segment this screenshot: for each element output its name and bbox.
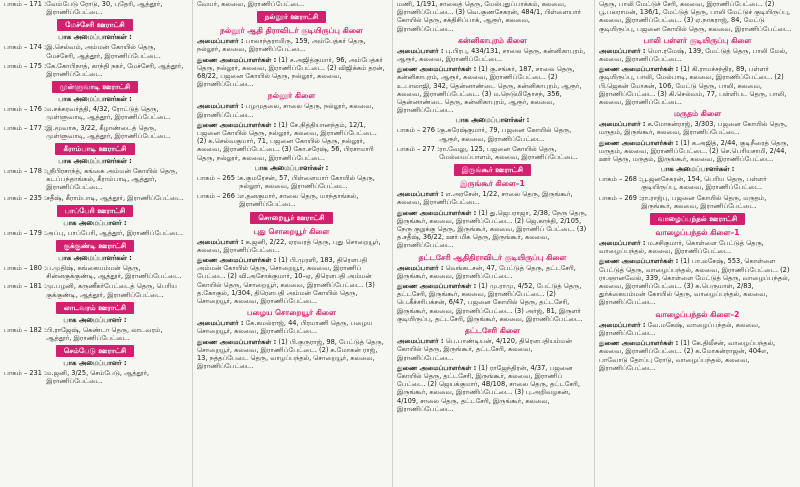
role-label: துணை அமைப்பாளர்கள் : xyxy=(197,120,277,129)
entry-paragraph xyxy=(197,319,386,335)
booth-entry xyxy=(4,282,186,298)
booth-details: அப்பு, பாப்பேரி, ஆத்தூர், இராணிப்பேட்டை. xyxy=(46,228,184,237)
booth-entry xyxy=(397,126,588,142)
role-label: அமைப்பாளர் : xyxy=(599,46,646,55)
booth-details: பி.ராஜேஷ், கெண்டா தெரு, லாடவரம், ஆத்தூர், இராணிப்பேட்டை. xyxy=(46,325,163,343)
booth-number: பாகம் – 174 : xyxy=(4,43,47,52)
entry-text: (1) ச.அஜித்குமார், 96, அம்பேத்கர் தெரு, நல்லூர், கலவை, இராணிப்பேட்டை. (2) விஜிக்கம் தரன், 68/22, பஜனை கோயில் தெரு, நல்லூர், கலவை, இராணிப்பேட்டை. xyxy=(197,55,385,89)
role-label: அமைப்பாளர் : xyxy=(397,263,444,272)
booth-details: பூ.ஜனசேகரன், 154, பெரிய தெரு, பள்ளர் குடியிருப்பு, கலவை, இராணிப்பேட்டை. xyxy=(641,175,767,192)
booth-number: பாகம் – 265 : xyxy=(197,173,240,182)
section-header: பாப்பேரி ஊராட்சி xyxy=(57,205,133,217)
entry-paragraph xyxy=(197,338,386,371)
booth-details: ப.முதிஷ், கங்கையம்மன் தெரு, சின்னகுக்குண்டி, ஆத்தூர், இராணிப்பேட்டை. xyxy=(46,264,182,281)
entry-text: பெ.பாண்டியன், 4/120, திரௌபதியம்மன் கோயில் தெரு, இருங்கூர், தட்டசேரி, கலவை, இராணிப்பேட்டை. xyxy=(397,337,572,362)
booth-number: பாகம் – 266 : xyxy=(197,192,240,201)
entry-text: வே.மகேஷ், வாழைப்பந்தல், கலவை, இராணிப்பேட்டை. xyxy=(599,320,761,337)
role-label: துணை அமைப்பாளர்கள் : xyxy=(397,363,477,372)
entry-text: க.மோகன்ராஜ், 3/303, பஜனை கோயில் தெரு, மருதம், இருங்கூர், கலவை, இராணிப்பேட்டை. xyxy=(599,120,788,137)
role-label: துணை அமைப்பாளர்கள் : xyxy=(599,339,679,348)
booth-details: கு.சுரேஷ்குமார், 79, பஜனை கோயில் தெரு, ஆரூர், கலவை, இராணிப்பேட்டை. xyxy=(439,126,572,143)
entry-text: (1) கே.திலீசன், வாழைப்பந்தல், கலவை, இராணிப்பேட்டை. (2) க.மோகன்ராஜன், 404எ, பாவோடு தோப்பு ரோடு, வாழைப்பந்தல், கலவை, இராணிப்பேட்டை. xyxy=(599,339,776,372)
section-label: பாக அமைப்பாளர் : xyxy=(63,359,127,368)
branch-title: புது சொறையூர் கிளை xyxy=(253,226,330,236)
column-3 xyxy=(392,0,592,487)
booth-entry xyxy=(599,175,796,191)
entry-paragraph xyxy=(599,239,796,255)
entry-text: பழமுதலை, சாலை தெரு, நல்லூர், கலவை, இராணிப்பேட்டை. xyxy=(197,102,374,119)
column-2 xyxy=(192,0,390,487)
booth-number: பாகம் – 179 : xyxy=(4,228,47,237)
entry-text: (1) சே.நித்தியானந்தம், 12/1, பஜனை கோயில் தெரு, நல்லூர், கலவை, இராணிப்பேட்டை. (2) க.செல்வகுமார், 71, பஜனை கோயில் தெரு, நல்லூர், கலவை, இராணிப்பேட்டை. (3) கோ.சரேஷ், 56, பிரசாமாரி தெரு, நல்லூர், கலவை, இராணிப்பேட்டை. xyxy=(197,120,377,162)
entry-paragraph xyxy=(397,0,588,33)
role-label: அமைப்பாளர் : xyxy=(599,239,646,248)
booth-number: பாகம் – 231 : xyxy=(4,369,47,378)
booth-entry xyxy=(4,264,186,280)
booth-details: வேம்பேடு ரோடு, 30, புதேரி, ஆத்தூர், இராணிப்பேட்டை. xyxy=(46,0,163,17)
entry-text: (1) கி.ராமச்சந்திர, 89, பள்ளர் குடியிருப்பு, பாலி, மேல்பாடி, கலவை, இராணிப்பேட்டை. (2) பி.ஜெகன் மோகன், 106, மேட்டு தெரு, பாலி, கலவை, இராணிப்பேட்டை. (3) கி.செல்வம், 77, பள்ளிபட தெரு, பாலி, கலவை, இராணிப்பேட்டை. xyxy=(599,65,787,107)
branch-title: தட்டசேரி கிளை xyxy=(465,326,520,336)
section-header: சொறையூர் ஊராட்சி xyxy=(250,212,332,224)
role-label: துணை அமைப்பாளர்கள் : xyxy=(397,282,477,291)
entry-paragraph xyxy=(397,282,588,323)
column-1 xyxy=(0,0,190,487)
column-4 xyxy=(594,0,800,487)
booth-number: பாகம் – 269 : xyxy=(599,193,642,202)
role-label: துணை அமைப்பாளர்கள் : xyxy=(599,138,679,147)
entry-text: வெங்கடசன், 47, பேட்டுத் தெரு, தட்டசேரி, இருங்கூர், கலவை, இராணிப்பேட்டை. xyxy=(397,263,576,280)
booth-entry xyxy=(4,229,186,237)
booth-details: கே.கோபிநாத், காந்தி நகர், மேச்சேரி, ஆத்தூர், இராணிப்பேட்டை. xyxy=(46,61,184,79)
booth-entry xyxy=(599,194,796,210)
role-label: துணை அமைப்பாளர்கள் : xyxy=(197,55,277,64)
entry-text: பு.பிரபு, 434/131, சாலை தெரு, கன்னிகாபுரம், ஆரூர், கலவை, இராணிப்பேட்டை. xyxy=(397,46,586,64)
role-label: அமைப்பாளர் : xyxy=(197,319,244,328)
entry-paragraph xyxy=(197,56,386,89)
role-label: துணை அமைப்பாளர்கள் : xyxy=(599,257,679,266)
booth-number: பாகம் – 268 : xyxy=(599,175,642,184)
section-label: பாக அமைப்பாளர்கள் : xyxy=(254,163,329,172)
booth-number: பாகம் – 277 : xyxy=(397,144,440,153)
entry-paragraph xyxy=(197,238,386,254)
entry-text: (1) து.ஜெபராஜா, 2/38, நேரு தெரு, இருங்கூர், கலவை, இராணிப்பேட்டை. (2) ஜெ.காந்தி, 2/105, நேரு குறுக்கு தெரு, இருங்கூர், கலவை, இராணிப் பேட்டை. (3) த.சதீஷ், 36/22, ஊர் மிக தெரு, இருங்கூர், கலவை, இராணிப்பேட்டை. xyxy=(397,208,587,250)
role-label: அமைப்பாளர் : xyxy=(197,102,244,111)
entry-text: (1) பி.குருராஜ், 98, பேட்டுத் தெரு, சொறையூர், கலவை, இராணிப்பேட்டை. (2) க.மோகன் ராஜ், 13, நத்தப்பேடை தெரு, வாழப்பந்தல், சொறையூர், கலவை, இராணிப்பேட்டை. xyxy=(197,337,384,371)
booth-details: ஸ்ரீபிரசாந்த், கங்கை அம்மன் கோயில் தெரு, கடப்பந்தாங்கல், கீராம்பாடி, ஆத்தூர், இராணிப்பேட்டை. xyxy=(46,167,178,192)
booth-details: மு.பழனி, கருணீகர்பேட்டைத் தெரு, பெரிய குக்குண்டி, ஆத்தூர், இராணிப்பேட்டை. xyxy=(46,282,177,299)
section-header: மேச்சேரி ஊராட்சி xyxy=(57,19,133,31)
entry-text: (1) கு.சங்கர், 187, சாலை தெரு, கன்னிகாபுரம், ஆரூர், கலவை, இராணிப்பேட்டை. (2) உ.பாலாஜி, 342, தென்னாண்டை தெரு, கன்னிகாபுரம், ஆரூர், கலவை, இராணிப்பேட்டை. (3) ம.நெடுமிதோசந், 356, தென்னாண்டை தெரு, கன்னிகாபுரம், ஆரூர், கலவை, இராணிப்பேட்டை. xyxy=(397,65,582,115)
branch-title: இருங்கூர் கிளை–1 xyxy=(460,179,525,189)
role-label: துணை அமைப்பாளர்கள் : xyxy=(397,65,477,74)
section-label: பாக அமைப்பாளர்கள் : xyxy=(58,157,132,166)
entry-paragraph xyxy=(599,65,796,106)
role-label: துணை அமைப்பாளர்கள் : xyxy=(397,208,477,217)
section-label: பாக அமைப்பாளர்கள் : xyxy=(58,33,132,42)
role-label: துணை அமைப்பாளர்கள் : xyxy=(599,65,679,74)
booth-entry xyxy=(197,192,386,208)
section-label: பாக அமைப்பாளர்கள் : xyxy=(455,116,530,125)
entry-paragraph xyxy=(197,37,386,53)
branch-title: நல்லூர் கிளை xyxy=(267,91,316,101)
booth-number: பாகம் – 177 : xyxy=(4,123,47,132)
entry-paragraph xyxy=(599,339,796,372)
entry-text: (1) மு.ராமு, 4/52, பேட்டுத் தெரு, தட்டசேரி, இருங்கூர், கலவை, இராணிப்பேட்டை. (2) பெ.கீச்சரிபக்சன், 6/47, பஜனை கோயில் தெரு, தட்டசேரி, இருங்கூர், கலவை, இராணிப்பேட்டை. (3) அர்ஜ், 81, இருளர் குடியிருப்பு, தட்டசேரி, இருங்கூர், கலவை, இராணிப்பேட்டை. xyxy=(397,282,583,323)
booth-details: எ.தனகுமார், சாலை தெரு, மாந்தாங்கல், இராணிப்பேட்டை. xyxy=(239,192,359,209)
entry-paragraph xyxy=(599,257,796,306)
booth-entry xyxy=(197,174,386,190)
booth-number: பாகம் – 178 : xyxy=(4,167,47,176)
role-label: துணை அமைப்பாளர்கள் : xyxy=(197,337,277,346)
booth-details: ரா.வேலு, 125, பஜனை கோயில் தெரு, மேல்மைப்பாளம், கலவை, இராணிப்பேட்டை. xyxy=(439,144,578,162)
section-header: லாடவரம் ஊராட்சி xyxy=(56,302,134,314)
section-header: இருங்கூர் ஊராட்சி xyxy=(454,164,531,176)
entry-paragraph xyxy=(397,264,588,280)
section-header: செம்பேடு ஊராட்சி xyxy=(56,345,135,357)
booth-number: பாகம் – 181 : xyxy=(4,282,47,291)
booth-entry xyxy=(4,105,186,121)
branch-title: பழைய சொறையூர் கிளை xyxy=(247,308,336,318)
booth-number: பாகம் – 276 : xyxy=(397,126,440,135)
entry-text: க.ஜனி, 2/22, ஏரவரத் தெரு, புது சொறையூர், கலவை, இராணிப்பேட்டை. xyxy=(197,237,381,254)
section-header: நல்லூர் ஊராட்சி xyxy=(257,11,327,23)
booth-details: ரா.ராஜ்பு, பஜனை கோயில் தெரு, மருதம், இருங்கூர், கலவை, இராணிப்பேட்டை. xyxy=(641,193,767,210)
role-label: அமைப்பாளர் : xyxy=(397,337,444,346)
branch-title: கன்னிகாபுரம் கிளை xyxy=(458,35,527,45)
branch-title: மருதம் கிளை xyxy=(673,109,722,119)
entry-paragraph xyxy=(397,209,588,250)
role-label: அமைப்பாளர் : xyxy=(599,320,646,329)
section-label: பாக அமைப்பாளர் : xyxy=(63,315,127,324)
booth-details: ம.ஜனி, 3/25, செம்பேடு, ஆத்தூர், இராணிப்பேட்டை. xyxy=(46,369,150,386)
role-label: அமைப்பாளர் : xyxy=(397,190,444,199)
entry-text: வேயர், கலவை, இராணிப்பேட்டை. xyxy=(197,0,305,8)
entry-paragraph xyxy=(197,0,386,8)
booth-number: பாகம் – 180 : xyxy=(4,264,47,273)
section-header: குக்குண்டி ஊராட்சி xyxy=(56,240,135,252)
booth-entry xyxy=(4,369,186,385)
entry-text: (1) பா.லசேஷ், 553, கொள்ளை பேட்டுத் தெரு, வாழைப்பந்தல், கலவை, இராணிப்பேட்டை. (2) ரா.ஞானவேல், 339, கொள்ளை மேட்டுத் தெரு, வாழைப்பந்தல், கலவை, இராணிப்பேட்டை. (3) சு.பெருமாள், 2/83, துர்க்கையம்மன் கோயில் தெரு, வாழைப்பந்தல், கலவை, இராணிப்பேட்டை. xyxy=(599,257,790,307)
entry-text: மொ.ரமேஷ், 139, மேட்டுத் தெரு, பாலி மேல், கலவை, இராணிப்பேட்டை. xyxy=(599,46,788,64)
entry-text: எ.அரசேன், 1/22, சாலை தெரு, இருங்கூர், கலவை, இராணிப்பேட்டை. xyxy=(397,190,573,207)
branch-title: வாழைப்பந்தல் கிளை–1 xyxy=(655,228,740,238)
booth-entry xyxy=(4,0,186,16)
entry-paragraph xyxy=(599,139,796,164)
role-label: அமைப்பாளர் : xyxy=(599,120,646,129)
booth-number: பாகம் – 182 : xyxy=(4,325,47,334)
branch-title: தட்டசேரி ஆதிதிராவிடர் குடியிருப்பு கிளை xyxy=(418,252,567,262)
branch-title: நல்லூர் ஆதி திராவிடர் குடியிருப்பு கிளை xyxy=(220,26,363,36)
entry-paragraph xyxy=(599,321,796,337)
booth-details: சதீஷ், கீராம்பாடி, ஆத்தூர், இராணிப்பேட்டை. xyxy=(46,193,184,202)
section-header: கீராம்பாடி ஊராட்சி xyxy=(55,143,134,155)
section-label: பாக அமைப்பாளர்கள் : xyxy=(58,95,132,104)
section-label: பாக அமைப்பாளர்கள் : xyxy=(58,254,132,263)
section-header: முள்ளுவாடி ஊராட்சி xyxy=(52,81,138,93)
entry-paragraph xyxy=(599,0,796,33)
booth-entry xyxy=(4,194,186,202)
booth-number: பாகம் – 171 : xyxy=(4,0,47,8)
entry-paragraph xyxy=(397,47,588,63)
booth-details: இ.செல்வம், அம்மன் கோயில் தெரு, மேச்சேரி, ஆத்தூர், இராணிப்பேட்டை. xyxy=(46,43,161,60)
booth-details: சு.குமரேசன், 57, பிள்ளையார் கோயில் தெரு, நல்லூர், கலவை, இராணிப்பேட்டை. xyxy=(239,173,375,191)
entry-paragraph xyxy=(397,65,588,114)
entry-paragraph xyxy=(599,47,796,63)
entry-paragraph xyxy=(197,121,386,162)
role-label: அமைப்பாளர் : xyxy=(397,46,444,55)
section-label: பாக அமைப்பாளர் : xyxy=(63,218,127,227)
branch-title: வாழைப்பந்தல் கிளை–2 xyxy=(655,309,740,319)
booth-number: பாகம் – 176 : xyxy=(4,105,47,114)
booth-entry xyxy=(4,43,186,59)
booth-details: ம.சக்கரவர்த்தி, 4/32, ரோட்டுத் தெரு, முள்ளுவாடி, ஆத்தூர், இராணிப்பேட்டை. xyxy=(46,105,171,122)
booth-entry xyxy=(4,124,186,140)
entry-paragraph xyxy=(397,337,588,362)
booth-entry xyxy=(4,62,186,78)
section-label: பாக அமைப்பாளர்கள் : xyxy=(660,165,735,174)
role-label: துணை அமைப்பாளர்கள் : xyxy=(197,256,277,265)
entry-paragraph xyxy=(397,190,588,206)
entry-paragraph xyxy=(599,120,796,136)
entry-text: தெரு, பாலி மேட்டுச் சேரி, கலவை, இராணிப்பேட்டை. (2) பூ.பலராமன், 136/1, மேட்டுத் தெரு, பாலி மேட்டுச் குடியிருப்பு, கலவை, இராணிப்பேட்டை. (3) ஏ.நாகராஜ், 84, மேட்டு குடியிருப்பு, பஜனை கோயில் தெரு, கலவை, இராணிப்பேட்டை. xyxy=(599,0,792,33)
entry-text: கே.கமல்ராஜ், 44, பிரமாணி தெரு, பழைய சொறையூர், கலவை, இராணிப்பேட்டை. xyxy=(197,319,373,336)
booth-entry xyxy=(4,167,186,192)
branch-title: பாலி பள்ளர் குடியிருப்பு கிளை xyxy=(643,35,752,45)
booth-entry xyxy=(4,326,186,342)
booth-number: பாகம் – 235 : xyxy=(4,193,47,202)
entry-text: பாலாந்தராமிரு, 159, அம்பேத்கர் தெரு, நல்லூர், கலவை, இராணிப்பேட்டை. xyxy=(197,37,366,54)
role-label: அமைப்பாளர் : xyxy=(197,237,244,246)
entry-text: (1) பி.முரளி, 183, திரௌபதி அம்மன் கோயில் தெரு, சொறையூர், கலவை, இராணிப் பேட்டை. (2) வி.அசோக்குமார், 10–ஏ, திரௌபதி அம்மன் கோயில் தெரு, சொறையூர், கலவை, இராணிப்பேட்டை. (3) த.கோகுல், 1/304, திரௌபதி அம்மன் கோயில் தெரு, சொறையூர், கலவை, இராணிப்பேட்டை. xyxy=(197,256,375,306)
entry-paragraph xyxy=(197,256,386,305)
booth-number: பாகம் – 175 : xyxy=(4,61,47,70)
role-label: அமைப்பாளர் : xyxy=(197,37,244,46)
entry-text: (1) க.அஜித், 2/44, குடிநீரைத் தெரு, மருதம், கலவை, இராணிப்பேட்டை. (2) செ.பெரியசாமி, 2/44, ஊர் தெரு, மருதம், இருங்கூர், கலவை, இராணிப்பேட்டை. xyxy=(599,138,789,164)
entry-paragraph xyxy=(197,102,386,118)
entry-paragraph xyxy=(397,364,588,413)
section-header: வாழைப்பந்தல் ஊராட்சி xyxy=(650,213,746,225)
booth-entry xyxy=(397,145,588,161)
entry-text: ம.சசிகுமார், கொள்ளை பேட்டுத் தெரு, வாழைப்பந்தல், கலவை, இராணிப்பேட்டை. xyxy=(599,239,764,256)
entry-text: மணி, 1/191, சாலைத் தெரு, மேல்புதுப்பாக்கம், கலவை, இராணிப்பேட்டை. (3) வெ.குணசேகரன், 484/1, பிள்ளையார் கோயில் தெரு, சக்திசிப்பாக், ஆரூர், கலவை, இராணிப்பேட்டை. xyxy=(397,0,582,33)
booth-details: இ.மூவாசு, 3/22, கீழாண்டைத் தெரு, முள்ளுவாடி, ஆத்தூர், இராணிப்பேட்டை. xyxy=(46,123,171,140)
entry-text: (1) ராஜேந்திரன், 4/37, பஜனை கோயில் தெரு, தட்டசேரி, இருங்கூர், கலவை, இராணிப் பேட்டை. (2) ஜெயக்குமார், 4B/108, சாலை தெரு, தட்டசேரி, இருங்கூர், கலவை, இராணிப்பேட்டை. (3) பு.அறிவழகன், 4/109, சாலை தெரு, தட்டசேரி, இருங்கூர், கலவை, இராணிப்பேட்டை. xyxy=(397,363,580,413)
